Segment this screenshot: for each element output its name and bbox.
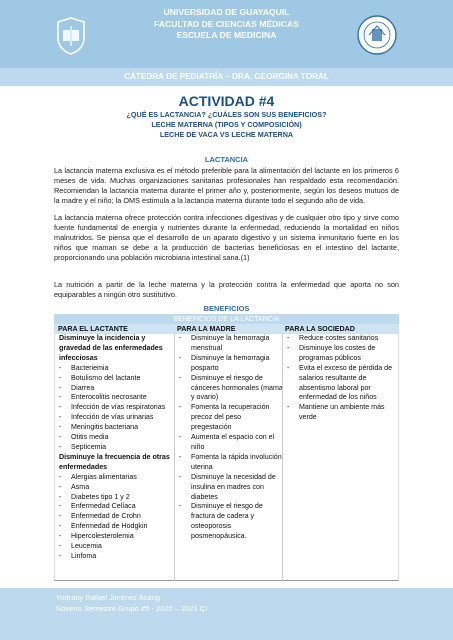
- paragraph-1: La lactancia materna exclusiva es el método preferible para la alimentación del lactante en los primeros 6 meses de vida. Muchas organizaciones sanitarias profesionales han respaldado esta recomendación. Recomiendan la lactancia materna durante el primer año y, posteriormente, según los deseos mutuos de la madre y el niño; la OMS estimula a la lactancia materna durante todo el segundo año de vida.: [54, 166, 399, 206]
- list-item: - Enfermedad de Hodgkin: [55, 522, 174, 532]
- table-header-row: [54, 324, 399, 334]
- paragraph-2: La lactancia materna ofrece protección contra infecciones digestivas y de cualquier otro tipo y sirve como fuente fundamental de energía y nutrientes durante la enfermedad, reduciendo la mortalidad en niños malnutridos. Se piensa que el desarrollo de un aparato digestivo y un sistema inmunitario fuerte en los niños que maman se debe a la producción de bacterias beneficiosas en el intestino del lactante, proporcionando una población microbiana intestinal sana.(1): [54, 213, 399, 263]
- author-name: Yodrany Rafael Jiménez Asang: [56, 593, 160, 602]
- footer-text: [56, 592, 207, 614]
- list-item: - Bacteriemia: [55, 364, 174, 374]
- table-title: BENEFICIOS DE LA LACTANCIA: [54, 314, 399, 324]
- column-sociedad: [282, 334, 399, 581]
- header-madre: PARA LA MADRE: [177, 325, 236, 333]
- list-item: - Meningitis bacteriana: [55, 423, 174, 433]
- list-item: - Asma: [55, 483, 174, 493]
- school-name: ESCUELA DE MEDICINA: [176, 30, 277, 40]
- list-item: - Enfermedad Celíaca: [55, 502, 174, 512]
- list-item: - Botulismo del lactante: [55, 374, 174, 384]
- header-lactante: PARA EL LACTANTE: [58, 325, 128, 333]
- list-item: - Diabetes tipo 1 y 2: [55, 493, 174, 503]
- list-item: - Infección de vías respiratorias: [55, 403, 174, 413]
- column-lactante: [55, 334, 174, 581]
- list-item: - Disminuye la hemorragia posparto: [175, 354, 283, 374]
- subtitles: [0, 110, 453, 141]
- paragraph-3: La nutrición a partir de la leche materna y la protección contra la enfermedad que aporta no son equiparables a ningún otro sustitutivo.: [54, 280, 399, 300]
- faculty-name: FACULTAD DE CIENCIAS MÉDICAS: [154, 18, 299, 29]
- header-text: [100, 7, 353, 42]
- list-item: - Aumenta el espacio con el niño: [175, 433, 283, 453]
- lactante-heading: Disminuye la incidencia y gravedad de las enfermedades infecciosas: [59, 334, 163, 362]
- page-title: ACTIVIDAD #4: [178, 93, 275, 109]
- list-item: - Mantiene un ambiente más verde: [283, 403, 399, 423]
- list-item: - Linfoma: [55, 552, 174, 562]
- list-item: - Evita el exceso de pérdida de salarios resultante de absentismo laboral por enfermedad de los niños: [283, 364, 399, 404]
- list-item: - Disminuye el riesgo de cánceres hormonales (mama y ovario): [175, 374, 283, 404]
- list-item: - Leucemia: [55, 542, 174, 552]
- list-item: - Infección de vías urinarias: [55, 413, 174, 423]
- list-item: - Fomenta la rápida involución uterina: [175, 453, 283, 473]
- list-item: - Fomenta la recuperación precoz del peso pregestación: [175, 403, 283, 433]
- university-name: UNIVERSIDAD DE GUAYAQUIL: [163, 7, 290, 17]
- list-item: - Alergias alimentarias: [55, 473, 174, 483]
- list-item: - Disminuye el riesgo de fractura de cadera y osteoporosis posmenopáusica.: [175, 502, 283, 542]
- subtitle-line: LECHE MATERNA (TIPOS Y COMPOSICIÓN): [151, 120, 302, 130]
- list-item: - Diarrea: [55, 384, 174, 394]
- header-sociedad: PARA LA SOCIEDAD: [285, 325, 355, 333]
- list-item: - Disminuye la hemorragia menstrual: [175, 334, 283, 354]
- list-item: - Hipercolesterolemia: [55, 532, 174, 542]
- list-item: - Otitis media: [55, 433, 174, 443]
- subtitle-line: ¿QUÉ ES LACTANCIA? ¿CUÁLES SON SUS BENEFICIOS?: [126, 110, 327, 119]
- list-item: - Enterocolitis necrosante: [55, 393, 174, 403]
- section-heading-beneficios: BENEFICIOS: [203, 304, 250, 313]
- faculty-logo-icon: [52, 16, 90, 56]
- list-item: - Disminuye la necesidad de insulina en madres con diabetes: [175, 473, 283, 503]
- course-info: Noveno Semestre Grupo #5 - 2020 – 2021 CI: [56, 604, 208, 613]
- list-item: - Disminuye los costes de programas públicos: [283, 344, 399, 364]
- benefits-table-body: [54, 334, 399, 581]
- lactante-heading: Disminuye la frecuencia de otras enfermedades: [59, 452, 170, 471]
- section-heading-lactancia: LACTANCIA: [204, 155, 249, 164]
- column-madre: [174, 334, 283, 581]
- university-seal-icon: [356, 14, 398, 56]
- subtitle-line: LECHE DE VACA VS LECHE MATERNA: [159, 130, 294, 140]
- list-item: - Enfermedad de Crohn: [55, 512, 174, 522]
- list-item: - Septicemia: [55, 443, 174, 453]
- course-banner: CÁTEDRA DE PEDIATRÍA – DRA. GEORGINA TORAL: [0, 68, 453, 86]
- list-item: - Reduce costes sanitarios: [283, 334, 399, 344]
